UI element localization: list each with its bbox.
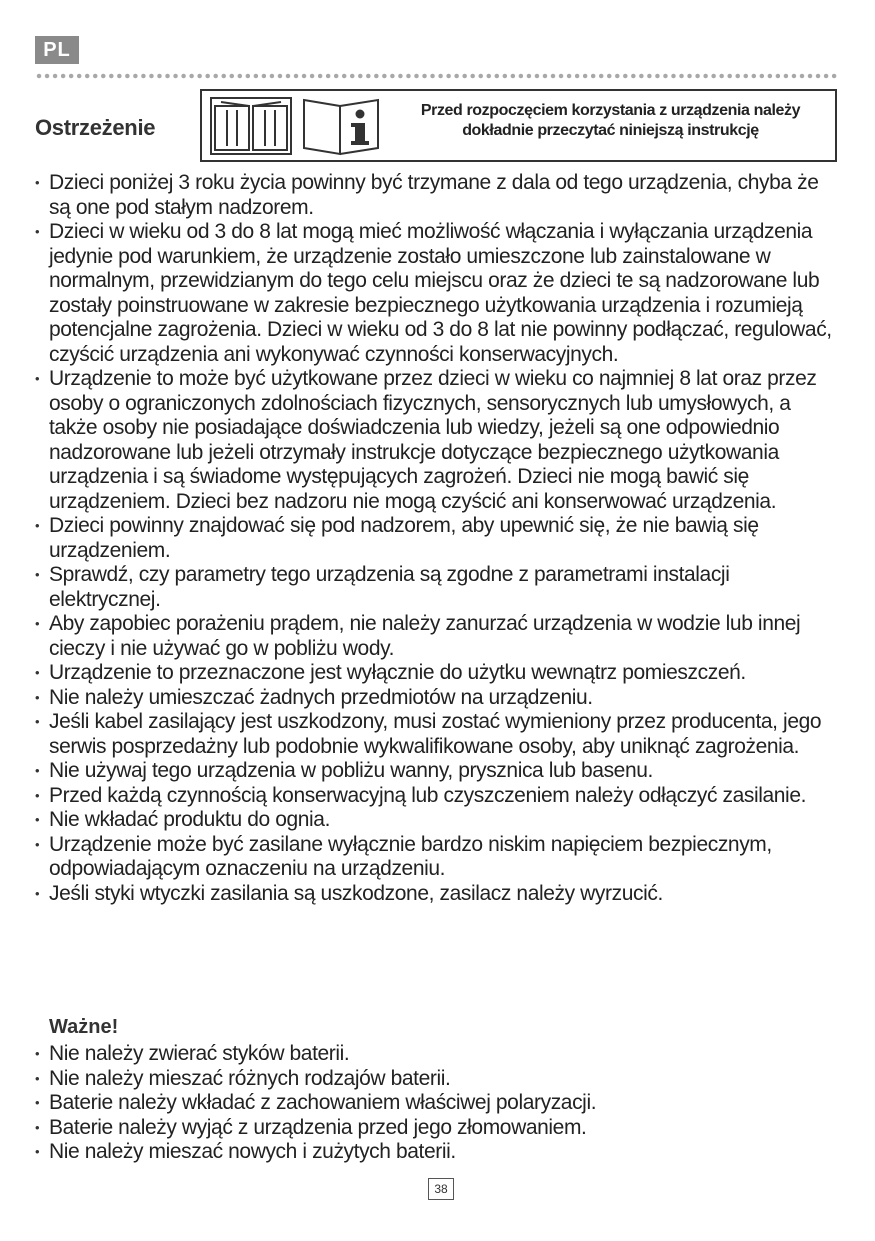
list-item: • Nie wkładać produktu do ognia. — [35, 808, 837, 833]
list-item: • Dzieci w wieku od 3 do 8 lat mogą mieć możliwość włączania i wyłączania urządzenia jedynie pod warunkiem, że urządzenie zostało umieszczone lub zainstalowane w normalnym, przewidzianym do tego celu miejscu oraz że dzieci te są nadzorowane lub zostały poinstruowane w zakresie bezpiecznego użytkowania urządzenia i rozumieją potencjalne zagrożenia. Dzieci w wieku od 3 do 8 lat nie powinny podłączać, regulować, czyścić urządzenia ani wykonywać czynności konserwacyjnych. — [35, 220, 837, 367]
section-title: Ostrzeżenie — [35, 115, 156, 140]
list-item: • Dzieci poniżej 3 roku życia powinny być trzymane z dala od tego urządzenia, chyba że są one pod stałym nadzorem. — [35, 171, 837, 220]
important-heading: Ważne! — [49, 1016, 119, 1038]
list-item: • Nie należy mieszać różnych rodzajów baterii. — [35, 1067, 837, 1092]
list-item: • Nie należy zwierać styków baterii. — [35, 1042, 837, 1067]
list-item: • Urządzenie to może być użytkowane przez dzieci w wieku co najmniej 8 lat oraz przez osoby o ograniczonych zdolnościach fizycznych, sensorycznych lub umysłowych, a także osoby nie posiadające doświadczenia lub wiedzy, jeżeli są one odpowiednio nadzorowane lub jeżeli otrzymały instrukcje dotyczące bezpiecznego użytkowania urządzenia i są świadome występujących zagrożeń. Dzieci nie mogą bawić się urządzeniem. Dzieci bez nadzoru nie mogą czyścić ani konserwować urządzenia. — [35, 367, 837, 514]
list-item: • Aby zapobiec porażeniu prądem, nie należy zanurzać urządzenia w wodzie lub innej cieczy i nie używać go w pobliżu wody. — [35, 612, 837, 661]
list-item: • Baterie należy wkładać z zachowaniem właściwej polaryzacji. — [35, 1091, 837, 1116]
dotted-divider — [35, 73, 839, 79]
list-item: • Urządzenie to przeznaczone jest wyłącznie do użytku wewnątrz pomieszczeń. — [35, 661, 837, 686]
warning-list — [35, 171, 837, 906]
list-item: • Sprawdź, czy parametry tego urządzenia są zgodne z parametrami instalacji elektrycznej. — [35, 563, 837, 612]
open-book-icon — [209, 96, 293, 156]
list-item: • Nie należy umieszczać żadnych przedmiotów na urządzeniu. — [35, 686, 837, 711]
info-booklet-icon — [300, 96, 382, 156]
list-item: • Jeśli kabel zasilający jest uszkodzony, musi zostać wymieniony przez producenta, jego serwis posprzedażny lub podobnie wykwalifikowane osoby, aby uniknąć zagrożenia. — [35, 710, 837, 759]
list-item: • Jeśli styki wtyczki zasilania są uszkodzone, zasilacz należy wyrzucić. — [35, 882, 837, 907]
read-manual-notice — [200, 89, 837, 162]
page-number: 38 — [428, 1178, 454, 1200]
language-badge: PL — [35, 36, 79, 64]
list-item: • Baterie należy wyjąć z urządzenia przed jego złomowaniem. — [35, 1116, 837, 1141]
list-item: • Dzieci powinny znajdować się pod nadzorem, aby upewnić się, że nie bawią się urządzeniem. — [35, 514, 837, 563]
list-item: • Nie należy mieszać nowych i zużytych baterii. — [35, 1140, 837, 1165]
list-item: • Przed każdą czynnością konserwacyjną lub czyszczeniem należy odłączyć zasilanie. — [35, 784, 837, 809]
notice-text: Przed rozpoczęciem korzystania z urządzenia należy dokładnie przeczytać niniejszą instrukcję — [420, 102, 801, 139]
battery-list — [35, 1042, 837, 1165]
list-item: • Nie używaj tego urządzenia w pobliżu wanny, prysznica lub basenu. — [35, 759, 837, 784]
list-item: • Urządzenie może być zasilane wyłącznie bardzo niskim napięciem bezpiecznym, odpowiadającym oznaczeniu na urządzeniu. — [35, 833, 837, 882]
